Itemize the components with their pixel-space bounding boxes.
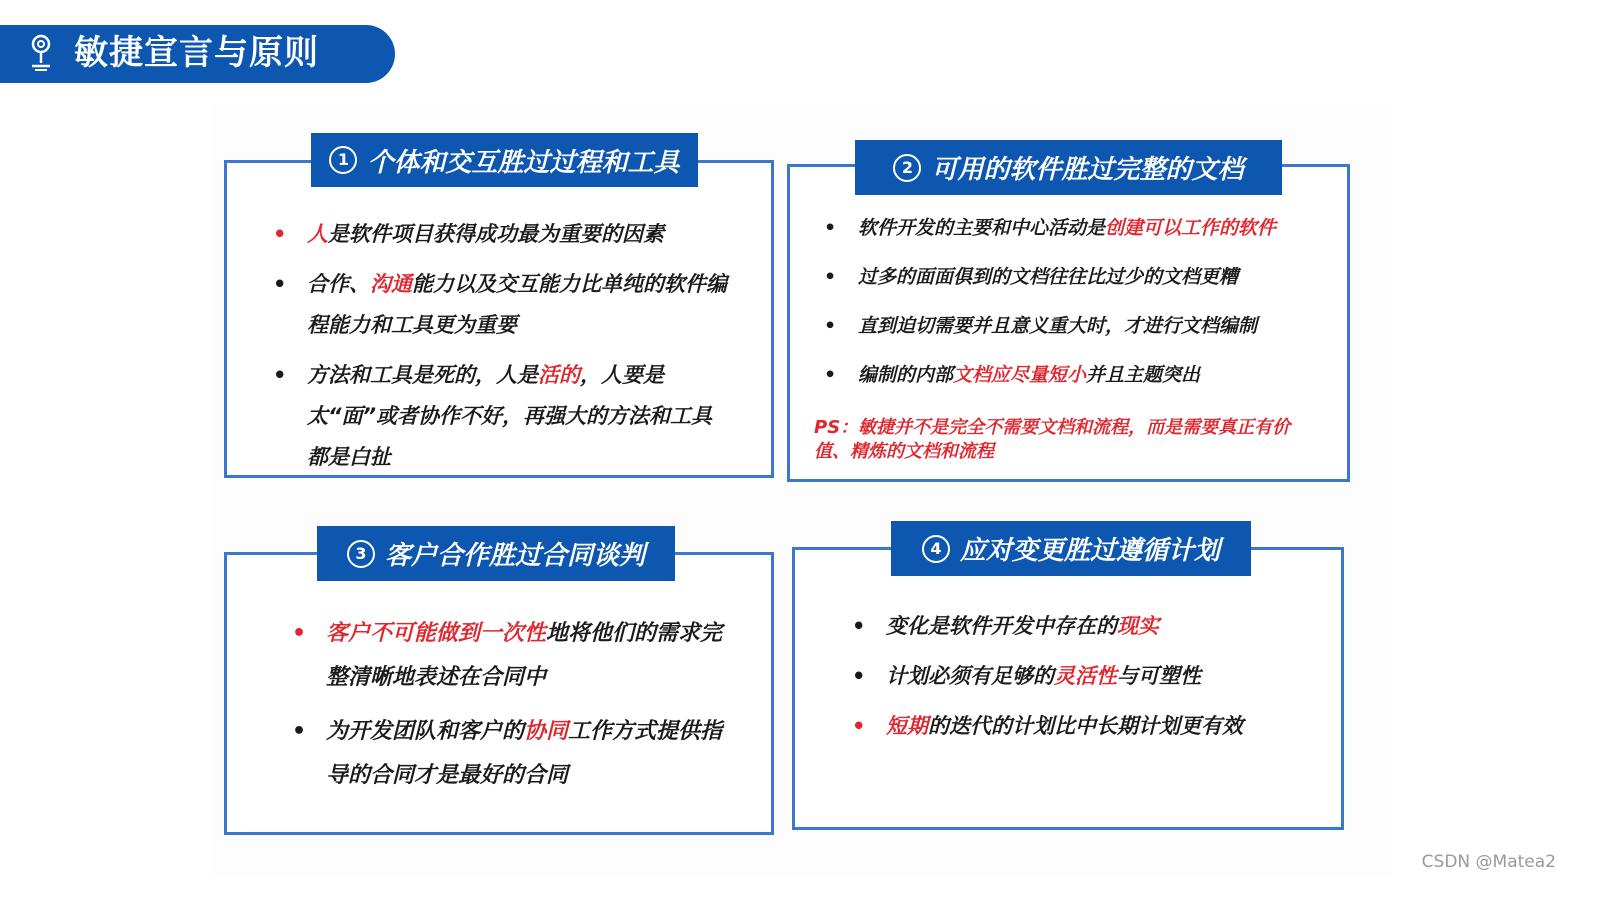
principle-card-3-heading bbox=[317, 526, 675, 581]
principle-card-4-title: 应对变更胜过遵循计划 bbox=[959, 536, 1220, 566]
list-item: • 编制的内部文档应尽量短小并且主题突出 bbox=[824, 364, 1201, 386]
number-badge: 2 bbox=[893, 154, 921, 182]
principle-card-3-list bbox=[292, 612, 726, 798]
principle-card-1-list bbox=[273, 214, 727, 478]
list-item: • 直到迫切需要并且意义重大时，才进行文档编制 bbox=[824, 315, 1258, 337]
list-item: • 合作、沟通能力以及交互能力比单纯的软件编程能力和工具更为重要 bbox=[273, 272, 727, 337]
page-title: 敏捷宣言与原则 bbox=[74, 33, 319, 73]
number-badge: 1 bbox=[329, 146, 357, 174]
principle-card-4-list bbox=[852, 610, 1306, 742]
list-item: • 客户不可能做到一次性地将他们的需求完整清晰地表述在合同中 bbox=[292, 621, 723, 690]
principle-card-1-title: 个体和交互胜过过程和工具 bbox=[367, 147, 680, 178]
ps-note: PS：敏捷并不是完全不需要文档和流程，而是需要真正有价值、精炼的文档和流程 bbox=[814, 417, 1291, 462]
section-header bbox=[0, 25, 395, 83]
principle-card-2-list bbox=[824, 213, 1328, 390]
principle-card-2-title: 可用的软件胜过完整的文档 bbox=[931, 155, 1244, 185]
list-item: • 人是软件项目获得成功最为重要的因素 bbox=[273, 222, 664, 246]
principle-card-2-heading bbox=[855, 140, 1282, 195]
list-item: • 短期的迭代的计划比中长期计划更有效 bbox=[852, 714, 1243, 738]
list-item: • 方法和工具是死的，人是活的，人要是太“面”或者协作不好，再强大的方法和工具都是白扯 bbox=[273, 363, 713, 469]
principle-card-3-title: 客户合作胜过合同谈判 bbox=[384, 541, 645, 571]
number-badge: 4 bbox=[922, 535, 950, 563]
list-item: • 过多的面面俱到的文档往往比过少的文档更糟 bbox=[824, 266, 1239, 288]
list-item: • 软件开发的主要和中心活动是创建可以工作的软件 bbox=[824, 217, 1277, 239]
location-pin-icon bbox=[28, 33, 54, 73]
principle-card-1-heading bbox=[311, 133, 698, 187]
list-item: • 计划必须有足够的灵活性与可塑性 bbox=[852, 664, 1201, 688]
principle-card-4-heading bbox=[891, 521, 1251, 576]
number-badge: 3 bbox=[347, 540, 375, 568]
list-item: • 变化是软件开发中存在的现实 bbox=[852, 614, 1159, 638]
watermark: CSDN @Matea2 bbox=[1421, 852, 1556, 872]
list-item: • 为开发团队和客户的协同工作方式提供指导的合同才是最好的合同 bbox=[292, 719, 723, 788]
